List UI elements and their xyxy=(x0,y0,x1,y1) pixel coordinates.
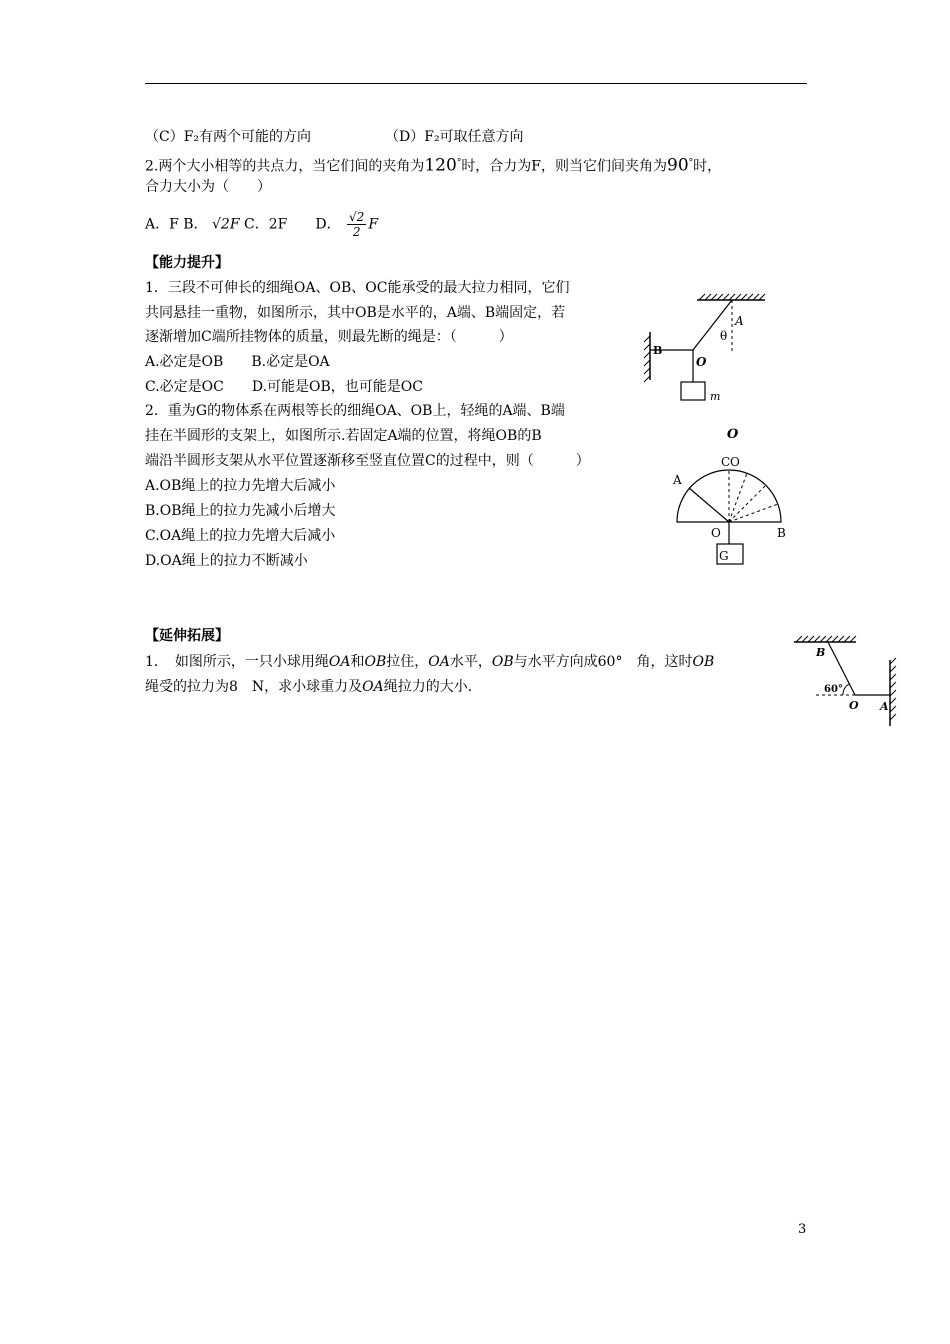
s1-q2-option-a: A.OB绳上的拉力先增大后减小 xyxy=(145,478,336,494)
var-oa: OA xyxy=(328,654,351,670)
degree-mark: ° xyxy=(456,158,462,168)
ceiling-hatch xyxy=(796,636,856,642)
var-oa: OA xyxy=(428,654,450,670)
text: 水平， xyxy=(449,654,492,670)
s2-q1-line1 xyxy=(145,652,714,672)
text: 1． 如图所示，一只小球用绳 xyxy=(145,654,329,670)
label-m: m xyxy=(710,390,721,403)
q2-text-b: 时，合力为F，则当它们间夹角为 xyxy=(461,158,668,175)
text: 与水平方向成60° 角，这时 xyxy=(513,654,693,670)
dashed-mid2 xyxy=(729,504,778,522)
angle-arc xyxy=(843,684,849,695)
q2-option-cd: C．2F D． xyxy=(244,216,341,233)
s1-q2-option-b: B.OB绳上的拉力先减小后增大 xyxy=(145,503,336,519)
option-c: （C）F₂有两个可能的方向 xyxy=(145,129,312,145)
s1-q1-line1: 1．三段不可伸长的细绳OA、OB、OC能承受的最大拉力相同，它们 xyxy=(145,280,570,296)
label-b: B xyxy=(816,646,826,659)
label-b: B xyxy=(777,526,786,540)
s1-q2-option-d: D.OA绳上的拉力不断减小 xyxy=(145,553,308,569)
label-o: O xyxy=(849,699,859,712)
figure-semicircle xyxy=(665,452,795,570)
label-theta: θ xyxy=(720,329,728,343)
q2-text-a: 2.两个大小相等的共点力，当它们间的夹角为 xyxy=(145,158,425,175)
section-heading-extension: 【延伸拓展】 xyxy=(145,628,229,644)
page-number: 3 xyxy=(798,1222,807,1237)
s1-q1-options-cd: C.必定是OC D.可能是OB，也可能是OC xyxy=(145,379,423,395)
q2-options xyxy=(145,210,378,239)
degree-mark: ° xyxy=(688,158,694,168)
dashed-mid1 xyxy=(729,485,766,522)
s1-q1-options-ab: A.必定是OB B.必定是OA xyxy=(145,354,330,370)
q2-line2: 合力大小为（ ） xyxy=(145,179,271,195)
q2-fraction-var: F xyxy=(368,216,379,233)
text: 绳受的拉力为8 N，求小球重力及 xyxy=(145,679,363,695)
q2-text-c: 时， xyxy=(693,158,722,175)
section-heading-ability: 【能力提升】 xyxy=(145,255,229,271)
label-g: G xyxy=(719,549,729,563)
q2-option-b-value: √2F xyxy=(212,216,240,233)
label-o-below: O xyxy=(727,427,739,442)
label-o: O xyxy=(711,526,721,540)
dashed-mid3 xyxy=(729,473,747,522)
s1-q1-line2: 共同悬挂一重物，如图所示，其中OB是水平的，A端、B端固定，若 xyxy=(145,305,566,321)
var-ob: OB xyxy=(364,654,387,670)
s1-q2-line1: 2．重为G的物体系在两根等长的细绳OA、OB上，轻绳的A端、B端 xyxy=(145,403,565,419)
mass-box xyxy=(681,382,705,400)
figure-ball-ropes xyxy=(788,632,904,730)
label-c: C xyxy=(721,455,731,469)
label-a: A xyxy=(880,700,889,713)
q2-option-a: A．F B． xyxy=(145,216,208,233)
label-b: B xyxy=(653,344,663,357)
text: 绳拉力的大小. xyxy=(383,679,473,695)
var-ob: OB xyxy=(491,654,514,670)
s1-q2-option-c: C.OA绳上的拉力先增大后减小 xyxy=(145,528,336,544)
q2-line1 xyxy=(145,153,721,177)
text: 拉住， xyxy=(386,654,429,670)
q2-fraction: $\frac{√2}{2}$ xyxy=(349,210,365,239)
var-ob: OB xyxy=(692,654,715,670)
s1-q2-line3: 端沿半圆形支架从水平位置逐渐移至竖直位置C的过程中，则（ ） xyxy=(145,453,590,469)
label-o-top: O xyxy=(730,455,740,469)
label-o: O xyxy=(696,355,707,369)
text: 和 xyxy=(350,654,365,670)
s1-q2-line2: 挂在半圆形的支架上，如图所示.若固定A端的位置，将绳OB的B xyxy=(145,428,542,444)
option-d: （D）F₂可取任意方向 xyxy=(385,129,524,145)
var-oa: OA xyxy=(362,679,384,695)
wall-hatch xyxy=(890,658,896,720)
label-a: A xyxy=(735,314,744,328)
q2-angle-120: 120 xyxy=(424,155,457,176)
s2-q1-line2 xyxy=(145,677,472,697)
label-a: A xyxy=(673,473,682,487)
q2-angle-90: 90 xyxy=(667,155,689,176)
ceiling-hatch xyxy=(699,294,765,300)
header-rule xyxy=(145,83,807,84)
s1-q1-line3: 逐渐增加C端所挂物体的质量，则最先断的绳是：（ ） xyxy=(145,329,513,345)
rope-oa xyxy=(689,488,729,522)
figure-three-ropes xyxy=(635,290,775,450)
label-angle: 60° xyxy=(824,684,843,695)
wall-hatch xyxy=(644,336,650,382)
